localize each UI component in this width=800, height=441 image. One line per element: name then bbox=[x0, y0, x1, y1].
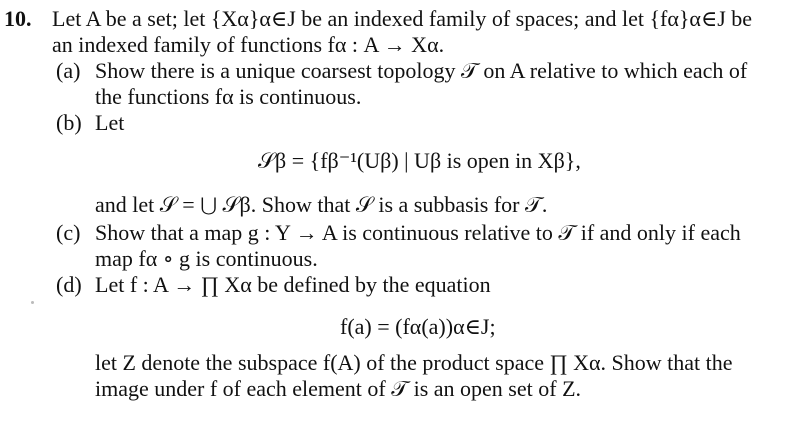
part-c-line-2: map fα ∘ g is continuous. bbox=[95, 246, 318, 271]
part-d-label: (d) bbox=[56, 272, 82, 297]
part-b-label: (b) bbox=[56, 110, 82, 135]
part-d-after-line-2: image under f of each element of 𝒯 is an open set of Z. bbox=[95, 376, 582, 401]
part-a-label: (a) bbox=[56, 58, 81, 83]
problem-intro-line-2: an indexed family of functions fα : A → Xα. bbox=[52, 32, 445, 57]
part-a-line-1: Show there is a unique coarsest topology 𝒯 on A relative to which each of bbox=[95, 58, 748, 83]
part-b-after: and let 𝒮 = ⋃ 𝒮β. Show that 𝒮 is a subbasis for 𝒯. bbox=[95, 192, 548, 217]
part-b-line-1: Let bbox=[95, 110, 125, 135]
problem-intro-line-1: Let A be a set; let {Xα}α∈J be an indexed family of spaces; and let {fα}α∈J be bbox=[52, 6, 753, 31]
part-c-label: (c) bbox=[56, 220, 81, 245]
part-d-after-line-1: let Z denote the subspace f(A) of the product space ∏ Xα. Show that the bbox=[95, 350, 733, 375]
part-d-equation: f(a) = (fα(a))α∈J; bbox=[340, 314, 496, 339]
part-c-line-1: Show that a map g : Y → A is continuous relative to 𝒯 if and only if each bbox=[95, 220, 741, 245]
part-a-line-2: the functions fα is continuous. bbox=[95, 84, 362, 109]
scan-speck bbox=[31, 301, 34, 304]
part-d-line-1: Let f : A → ∏ Xα be defined by the equation bbox=[95, 272, 491, 297]
part-b-equation: 𝒮β = {fβ⁻¹(Uβ) | Uβ is open in Xβ}, bbox=[258, 148, 581, 173]
problem-number: 10. bbox=[4, 6, 32, 31]
